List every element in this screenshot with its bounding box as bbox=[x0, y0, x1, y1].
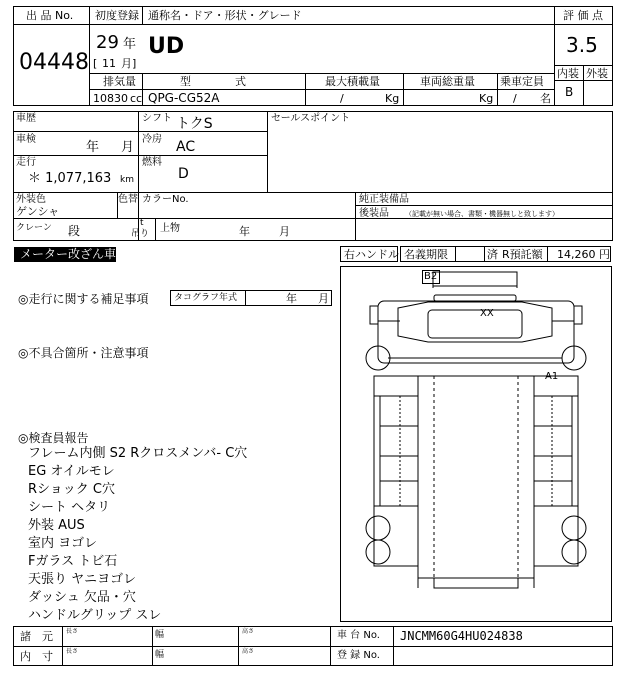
gross-weight-unit: Kg bbox=[479, 92, 494, 105]
report-line: 天張り ヤニヨゴレ bbox=[28, 572, 137, 587]
max-load-label: 最大積載量 bbox=[325, 75, 380, 88]
divider bbox=[554, 24, 613, 25]
upper-year-unit: 年 bbox=[239, 225, 250, 238]
divider bbox=[355, 192, 356, 241]
mark-xx: XX bbox=[480, 308, 494, 319]
registration-month: 11 bbox=[102, 57, 116, 70]
crane-label: クレーン bbox=[16, 223, 52, 233]
width-label: 幅 bbox=[155, 630, 165, 640]
model-code-label: 型 式 bbox=[180, 75, 246, 88]
divider bbox=[89, 73, 554, 74]
crane-stage-unit: 段 bbox=[68, 224, 81, 238]
crane-hoist-label: 吊り bbox=[131, 229, 150, 239]
divider bbox=[13, 24, 89, 25]
ac-label: 冷房 bbox=[142, 134, 162, 145]
color-change-label: 色替 bbox=[118, 194, 138, 205]
month-bracket: [ bbox=[93, 57, 98, 70]
meter-tamper-notice bbox=[14, 247, 116, 262]
truck-diagram bbox=[340, 266, 612, 622]
recycle-prefix: 済 bbox=[487, 248, 498, 261]
meter-tamper-text: メーター改ざん車 bbox=[20, 247, 117, 261]
tachograph-month-unit: 月 bbox=[318, 292, 329, 305]
divider bbox=[142, 73, 143, 106]
divider bbox=[238, 626, 239, 666]
chassis-number-label: 車 台 No. bbox=[337, 630, 380, 641]
aftermarket-label: 後装品 bbox=[359, 208, 389, 219]
mark-a1: A1 bbox=[545, 371, 559, 382]
first-registration-label: 初度登録 bbox=[95, 9, 139, 22]
divider bbox=[355, 205, 613, 206]
tachograph-label: タコグラフ年式 bbox=[174, 293, 238, 303]
registration-number-label: 登 録 No. bbox=[337, 650, 380, 661]
mileage-unit: km bbox=[120, 175, 134, 185]
divider bbox=[13, 218, 613, 219]
defects-label: ◎不具合箇所・注意事項 bbox=[18, 346, 149, 360]
report-line: シート ヘタリ bbox=[28, 500, 111, 515]
grade-label: 評 価 点 bbox=[563, 9, 603, 22]
capacity-unit: 名 bbox=[540, 92, 551, 105]
max-load-unit: Kg bbox=[385, 92, 400, 105]
exterior-label: 外装 bbox=[586, 67, 608, 80]
chassis-number-value: JNCMM60G4HU024838 bbox=[400, 629, 523, 643]
standard-equipment-label: 純正装備品 bbox=[359, 194, 409, 205]
divider bbox=[13, 192, 613, 193]
inspection-label: 車検 bbox=[16, 134, 36, 145]
mileage-value: ＊ 1,077,163 bbox=[28, 171, 112, 186]
report-line: 室内 ヨゴレ bbox=[28, 536, 98, 551]
sales-points-label: セールスポイント bbox=[271, 113, 351, 124]
registration-year: 29 bbox=[96, 32, 119, 53]
driving-notes-label: ◎走行に関する補足事項 bbox=[18, 292, 149, 306]
name-change-label: 名義期限 bbox=[404, 248, 448, 261]
upper-month-unit: 月 bbox=[279, 225, 290, 238]
capacity-label: 乗車定員 bbox=[500, 75, 544, 88]
inspection-month-unit: 月 bbox=[121, 140, 135, 155]
divider bbox=[152, 626, 153, 666]
fuel-value: D bbox=[178, 166, 189, 182]
divider bbox=[13, 646, 613, 647]
report-line: ハンドルグリップ スレ bbox=[28, 608, 162, 623]
divider bbox=[583, 65, 584, 106]
fuel-label: 燃料 bbox=[142, 157, 162, 168]
report-line: フレーム内側 S2 Rクロスメンバ- C穴 bbox=[28, 446, 248, 461]
divider bbox=[330, 626, 331, 666]
dimensions-label: 諸 元 bbox=[20, 630, 53, 643]
divider bbox=[155, 218, 156, 241]
divider bbox=[403, 73, 404, 106]
divider bbox=[547, 246, 548, 262]
crane-ton-unit: t bbox=[140, 218, 144, 228]
height-label: 高さ bbox=[242, 628, 255, 635]
recycle-label: R預託額 bbox=[502, 248, 543, 261]
divider bbox=[142, 6, 143, 24]
grade-value: 3.5 bbox=[566, 33, 598, 57]
report-line: Fガラス トビ石 bbox=[28, 554, 118, 569]
recycle-unit: 円 bbox=[599, 248, 610, 261]
shift-value: トクS bbox=[176, 116, 213, 132]
report-line: 外装 AUS bbox=[28, 518, 85, 533]
model-name: UD bbox=[148, 34, 185, 59]
inner-length-label: 長さ bbox=[66, 648, 79, 655]
tachograph-year-unit: 年 bbox=[286, 292, 297, 305]
report-line: ダッシュ 欠品・穴 bbox=[28, 590, 136, 605]
mark-b2: B2 bbox=[424, 271, 438, 282]
max-load-slash: / bbox=[340, 92, 344, 105]
aftermarket-note: （記載が無い場合、書類・機器無しと致します） bbox=[405, 210, 559, 218]
divider bbox=[89, 24, 554, 25]
model-code-value: QPG-CG52A bbox=[148, 91, 220, 105]
divider bbox=[13, 131, 267, 132]
interior-label: 内装 bbox=[557, 67, 579, 80]
length-label: 長さ bbox=[66, 628, 79, 635]
divider bbox=[89, 6, 90, 106]
model-label: 通称名・ドア・形状・グレード bbox=[148, 9, 302, 22]
exterior-color-label: 外装色 bbox=[16, 194, 46, 205]
divider bbox=[245, 290, 246, 306]
lot-number: 04448 bbox=[19, 50, 89, 75]
inner-height-label: 高さ bbox=[242, 648, 255, 655]
divider bbox=[497, 73, 498, 106]
report-line: EG オイルモレ bbox=[28, 464, 115, 479]
divider bbox=[62, 626, 63, 666]
divider bbox=[455, 246, 456, 262]
interior-grade: B bbox=[565, 85, 574, 99]
capacity-slash: / bbox=[513, 92, 517, 105]
ac-value: AC bbox=[176, 139, 196, 155]
inner-width-label: 幅 bbox=[155, 650, 165, 660]
displacement-unit: cc bbox=[130, 92, 143, 105]
inspector-report-label: ◎検査員報告 bbox=[18, 431, 89, 445]
gross-weight-label: 車両総重量 bbox=[420, 75, 475, 88]
divider bbox=[13, 155, 267, 156]
inner-dimensions-label: 内 寸 bbox=[20, 650, 53, 663]
recycle-value: 14,260 bbox=[557, 248, 596, 261]
divider bbox=[267, 111, 268, 192]
year-unit: 年 bbox=[123, 37, 137, 52]
report-line: Rショック C穴 bbox=[28, 482, 115, 497]
displacement-value: 10830 bbox=[93, 92, 128, 105]
inspection-year-unit: 年 bbox=[86, 140, 100, 155]
steering-value: 右ハンドル bbox=[344, 248, 399, 261]
upper-body-label: 上物 bbox=[160, 223, 180, 234]
mileage-label: 走行 bbox=[16, 157, 36, 168]
divider bbox=[484, 246, 485, 262]
divider bbox=[393, 626, 394, 666]
lot-label: 出 品 No. bbox=[26, 9, 74, 22]
shift-label: シフト bbox=[142, 113, 172, 124]
displacement-label: 排気量 bbox=[103, 75, 136, 88]
history-label: 車歴 bbox=[16, 113, 36, 124]
divider bbox=[554, 6, 555, 106]
divider bbox=[89, 89, 554, 90]
month-unit: 月] bbox=[121, 57, 137, 70]
exterior-color-value: ゲンシャ bbox=[16, 205, 60, 218]
divider bbox=[305, 73, 306, 106]
color-number-label: カラーNo. bbox=[142, 194, 189, 205]
